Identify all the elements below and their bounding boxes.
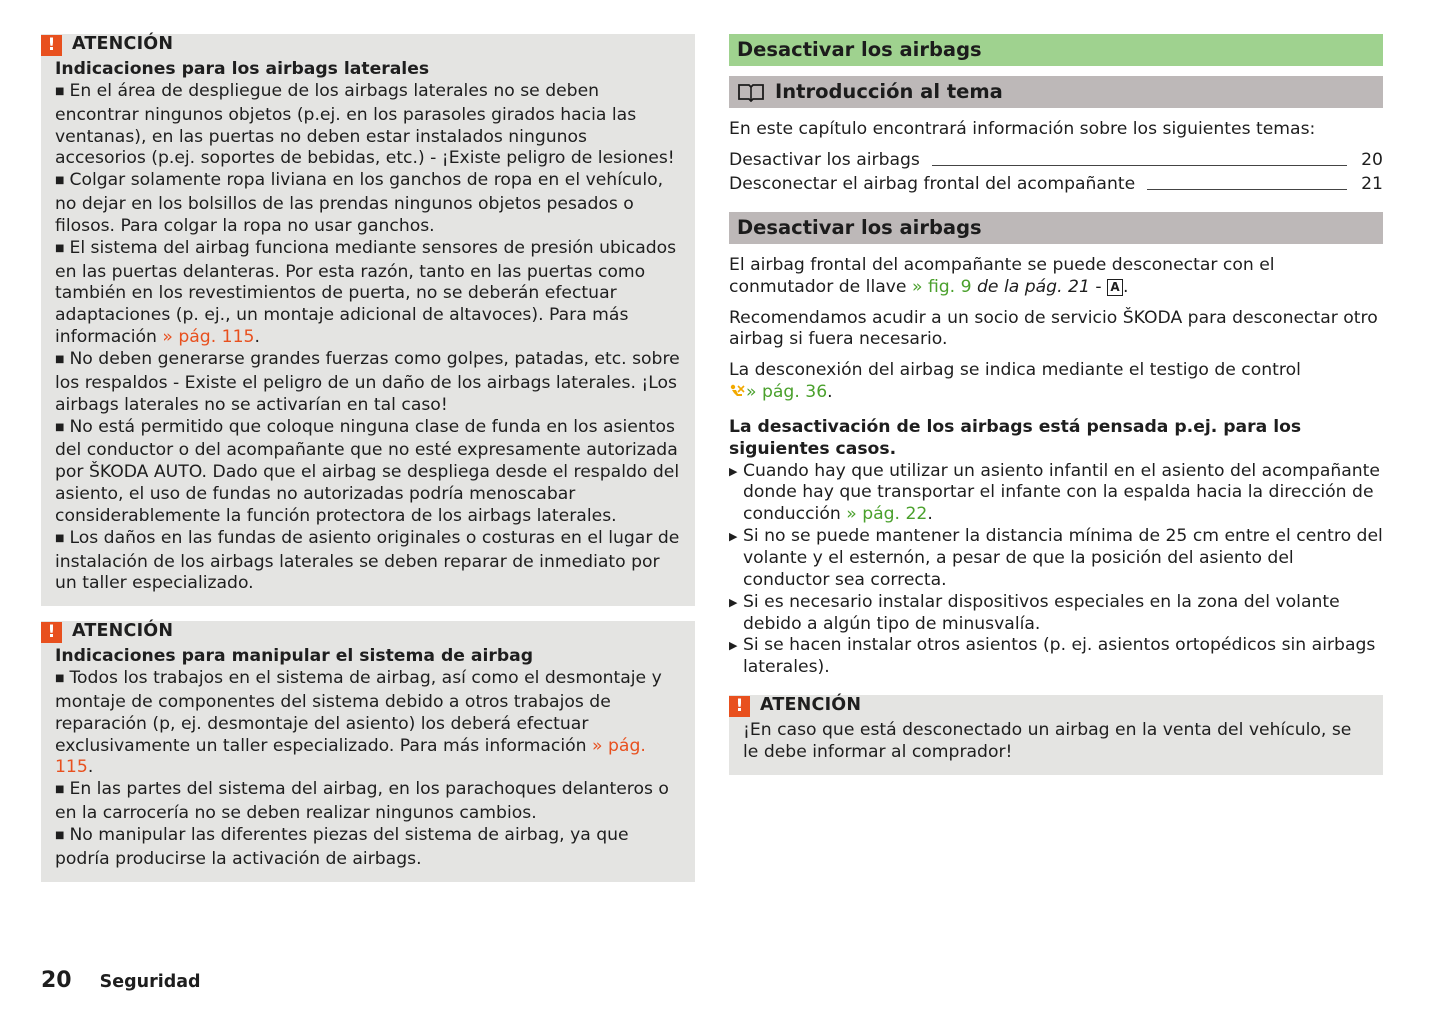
toc-row[interactable] xyxy=(729,172,1383,196)
triangle-bullet-icon: ▶ xyxy=(729,595,738,609)
section-title: Desactivar los airbags xyxy=(737,215,982,239)
figure-link[interactable]: » fig. 9 xyxy=(911,276,972,297)
page-link[interactable]: » pág. 36 xyxy=(746,382,828,403)
triangle-bullet-icon: ▶ xyxy=(729,464,738,478)
page-reference: de la pág. 21 xyxy=(977,276,1090,297)
warning-text: ¡En caso que está desconectado un airbag en la venta del vehículo, se le debe informar al comprador! xyxy=(743,720,1352,762)
warning-header xyxy=(729,695,1369,717)
triangle-bullet-icon: ▶ xyxy=(729,639,738,653)
toc-label: Desconectar el airbag frontal del acompañante xyxy=(729,173,1136,194)
toc-leader xyxy=(932,165,1347,166)
warning-box-disconnected xyxy=(729,695,1383,775)
section-header xyxy=(729,212,1383,244)
right-column xyxy=(729,34,1383,790)
page-footer xyxy=(41,968,201,993)
warning-item: ■ Todos los trabajos en el sistema de airbag, así como el desmontaje y montaje de componentes del sistema debido a otros trabajos de reparación (p, ej. desmontaje del asiento) los deberá efectuar exclusivamente un taller especializado. Para más información » pág. 115. xyxy=(55,668,681,779)
toc-leader xyxy=(1147,189,1347,190)
cases-list xyxy=(729,461,1383,679)
intro-title: Introducción al tema xyxy=(775,80,1003,103)
warning-label: ATENCIÓN xyxy=(72,621,174,642)
footer-section: Seguridad xyxy=(99,972,201,992)
page-link[interactable]: » pág. 115 xyxy=(55,735,646,778)
warning-exclamation-icon: ! xyxy=(41,622,62,643)
toc-page: 21 xyxy=(1361,173,1383,194)
paragraph-2: Recomendamos acudir a un socio de servicio ŠKODA para desconectar otro airbag si fuera necesario. xyxy=(729,307,1378,350)
left-column xyxy=(41,34,695,897)
page-number: 20 xyxy=(41,968,72,993)
toc xyxy=(729,148,1383,196)
chapter-title: Desactivar los airbags xyxy=(729,34,1383,66)
intro-text: En este capítulo encontrará información sobre los siguientes temas: xyxy=(729,119,1316,139)
warning-label: ATENCIÓN xyxy=(760,695,862,716)
warning-title: Indicaciones para los airbags laterales xyxy=(55,59,430,79)
page-link[interactable]: » pág. 115 xyxy=(162,327,255,348)
paragraph-1: El airbag frontal del acompañante se puede desconectar con el conmutador de llave » fig. 9 de la pág. 21 - A . xyxy=(729,254,1275,297)
warning-box-side-airbags xyxy=(41,34,695,606)
warning-label: ATENCIÓN xyxy=(72,34,174,55)
triangle-bullet-icon: ▶ xyxy=(729,530,738,544)
warning-item: ■ Los daños en las fundas de asiento originales o costuras en el lugar de instalación de los airbags laterales se deben reparar de inmediato por un taller especializado. xyxy=(55,528,681,596)
warning-item: ■ No deben generarse grandes fuerzas como golpes, patadas, etc. sobre los respaldos - Existe el peligro de un daño de los airbags laterales. ¡Los airbags laterales no se activarían en tal caso! xyxy=(55,349,681,417)
list-item: ▶ Cuando hay que utilizar un asiento infantil en el asiento del acompañante donde hay que transportar el infante con la espalda hacia la dirección de conducción » pág. 22. xyxy=(729,460,1380,525)
list-heading: La desactivación de los airbags está pensada p.ej. para los siguientes casos. xyxy=(729,416,1302,459)
airbag-off-warning-icon xyxy=(729,384,746,398)
open-book-icon xyxy=(737,82,765,102)
warning-item: ■ No está permitido que coloque ninguna clase de funda en los asientos del conductor o del acompañante que no esté expresamente autorizada por ŠKODA AUTO. Dado que el airbag se despliega desde el respaldo del asiento, el uso de fundas no autorizadas podría menoscabar considerablemente la función protectora de los airbags laterales. xyxy=(55,417,681,528)
warning-header xyxy=(41,34,681,56)
warning-item: ■ En el área de despliegue de los airbags laterales no se deben encontrar ningunos objetos (p.ej. en los parasoles girados hacia las ventanas), en las puertas no deben estar instalados ningunos accesorios (p.ej. soportes de bebidas, etc.) - ¡Existe peligro de lesiones! xyxy=(55,81,681,170)
list-item: ▶ Si no se puede mantener la distancia mínima de 25 cm entre el centro del volante y el esternón, a pesar de que la posición del asiento del conductor sea correcta. xyxy=(729,526,1383,590)
warning-item: ■ No manipular las diferentes piezas del sistema de airbag, ya que podría producirse la activación de airbags. xyxy=(55,825,681,871)
toc-page: 20 xyxy=(1361,149,1383,170)
warning-item: ■ El sistema del airbag funciona mediante sensores de presión ubicados en las puertas delanteras. Por esta razón, tanto en las puertas como también en los revestimientos de puerta, no se deberán efectuar adaptaciones (p. ej., un montaje adicional de altavoces). Para más información » pág. 115. xyxy=(55,238,681,349)
warning-exclamation-icon: ! xyxy=(41,35,62,56)
intro-header xyxy=(729,76,1383,108)
warning-header xyxy=(41,621,681,643)
warning-title: Indicaciones para manipular el sistema de airbag xyxy=(55,646,534,667)
toc-row[interactable] xyxy=(729,148,1383,172)
paragraph-3: La desconexión del airbag se indica mediante el testigo de control » pág. 36. xyxy=(729,360,1301,403)
list-item: ▶ Si se hacen instalar otros asientos (p. ej. asientos ortopédicos sin airbags laterales). xyxy=(729,635,1376,678)
toc-label: Desactivar los airbags xyxy=(729,149,920,170)
warning-item: ■ Colgar solamente ropa liviana en los ganchos de ropa en el vehículo, no dejar en los bolsillos de las prendas ningunos objetos pesados o filosos. Para colgar la ropa no usar ganchos. xyxy=(55,170,681,238)
warning-box-airbag-system xyxy=(41,621,695,881)
page-link[interactable]: » pág. 22 xyxy=(846,504,928,525)
figure-marker-box: A xyxy=(1107,279,1123,296)
list-item: ▶ Si es necesario instalar dispositivos especiales en la zona del volante debido a algún tipo de minusvalía. xyxy=(729,591,1340,634)
warning-item: ■ En las partes del sistema del airbag, en los parachoques delanteros o en la carrocería no se deben realizar ningunos cambios. xyxy=(55,779,681,825)
warning-exclamation-icon: ! xyxy=(729,696,750,717)
